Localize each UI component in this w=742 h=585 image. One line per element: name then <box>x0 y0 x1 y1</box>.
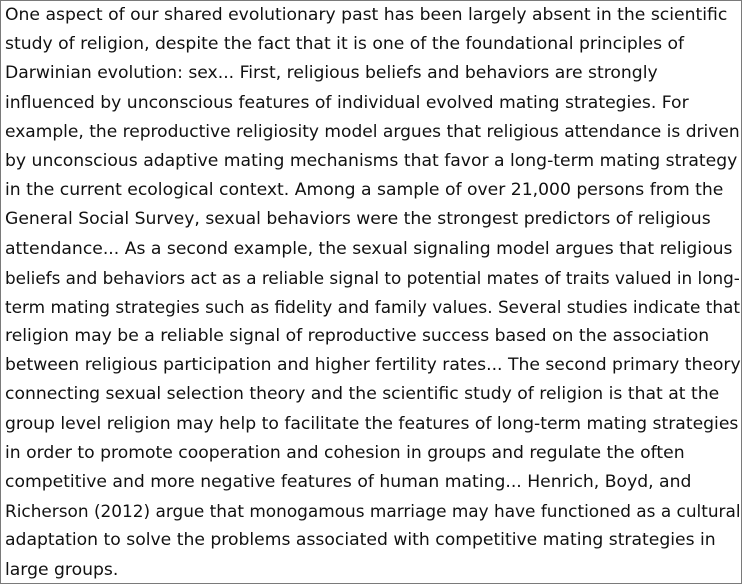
text-line: by unconscious adaptive mating mechanisms that favor a long-term mating strategy <box>5 150 738 171</box>
text-line: One aspect of our shared evolutionary past has been largely absent in the scientific <box>5 5 728 25</box>
text-line: Richerson (2012) argue that monogamous marriage may have functioned as a cultural <box>5 501 741 522</box>
text-line: between religious participation and higher fertility rates... The second primary theory <box>5 355 741 376</box>
text-line: influenced by unconscious features of individual evolved mating strategies. For <box>5 92 689 113</box>
text-line: in the current ecological context. Among a sample of over 21,000 persons from the <box>5 180 724 201</box>
text-line: in order to promote cooperation and cohesion in groups and regulate the often <box>5 442 685 463</box>
text-line: attendance... As a second example, the sexual signaling model argues that religious <box>5 238 733 259</box>
text-line: example, the reproductive religiosity model argues that religious attendance is driven <box>5 121 740 142</box>
text-line: large groups. <box>5 559 119 580</box>
text-line: competitive and more negative features of human mating... Henrich, Boyd, and <box>5 472 692 492</box>
text-line: beliefs and behaviors act as a reliable signal to potential mates of traits valued in long- <box>5 267 740 288</box>
text-line: term mating strategies such as fidelity and family values. Several studies indicate that <box>5 296 741 317</box>
text-line: connecting sexual selection theory and the scientific study of religion is that at the <box>5 384 720 405</box>
document-paragraph <box>5 1 740 585</box>
text-line: group level religion may help to facilitate the features of long-term mating strategies <box>5 413 739 434</box>
text-line: General Social Survey, sexual behaviors were the strongest predictors of religious <box>5 209 711 230</box>
text-line: religion may be a reliable signal of reproductive success based on the association <box>5 326 710 347</box>
text-line: adaptation to solve the problems associated with competitive mating strategies in <box>5 530 716 551</box>
text-line: study of religion, despite the fact that it is one of the foundational principles of <box>5 34 685 55</box>
text-line: Darwinian evolution: sex... First, religious beliefs and behaviors are strongly <box>5 63 658 84</box>
